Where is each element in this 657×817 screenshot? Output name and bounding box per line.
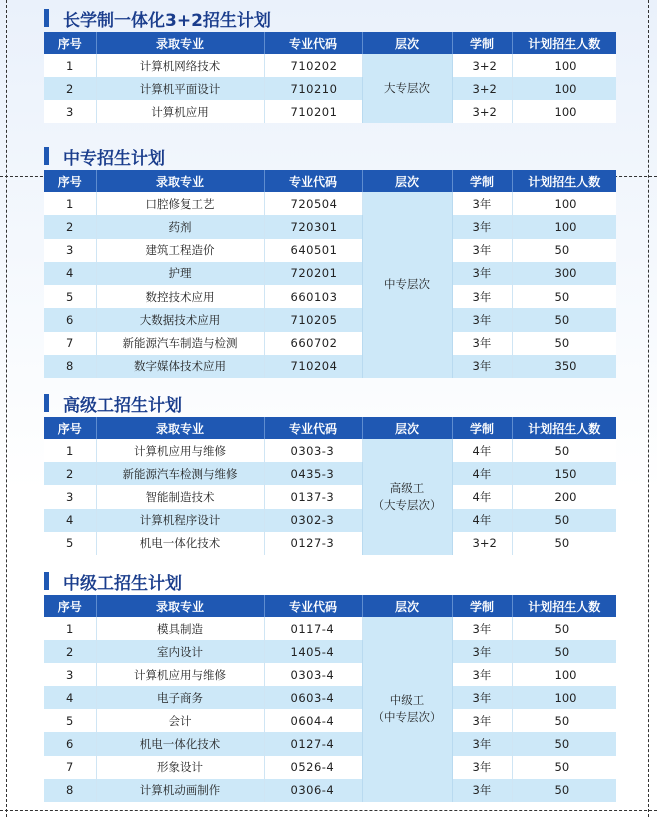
table-row bbox=[44, 100, 616, 123]
study-duration: 3+2 bbox=[452, 54, 512, 77]
column-header: 序号 bbox=[44, 595, 96, 617]
planned-enrollment: 50 bbox=[512, 239, 616, 262]
column-header: 序号 bbox=[44, 170, 96, 192]
major-name: 大数据技术应用 bbox=[96, 308, 264, 331]
major-name: 会计 bbox=[96, 709, 264, 732]
column-header: 专业代码 bbox=[264, 32, 362, 54]
table-row bbox=[44, 509, 616, 532]
row-number: 2 bbox=[44, 640, 96, 663]
column-header: 序号 bbox=[44, 417, 96, 439]
column-header: 学制 bbox=[452, 595, 512, 617]
row-number: 6 bbox=[44, 308, 96, 331]
section-title bbox=[44, 567, 616, 595]
planned-enrollment: 350 bbox=[512, 355, 616, 378]
enrollment-table bbox=[44, 32, 616, 123]
column-header: 学制 bbox=[452, 170, 512, 192]
major-code: 0127-4 bbox=[264, 732, 362, 755]
planned-enrollment: 100 bbox=[512, 215, 616, 238]
planned-enrollment: 200 bbox=[512, 485, 616, 508]
table-row bbox=[44, 485, 616, 508]
column-header: 专业代码 bbox=[264, 417, 362, 439]
table-row bbox=[44, 686, 616, 709]
section-zhongzhuan bbox=[44, 142, 616, 378]
major-name: 模具制造 bbox=[96, 617, 264, 640]
major-name: 形象设计 bbox=[96, 756, 264, 779]
study-duration: 3年 bbox=[452, 355, 512, 378]
table-row bbox=[44, 462, 616, 485]
major-name: 计算机应用与维修 bbox=[96, 663, 264, 686]
section-title bbox=[44, 389, 616, 417]
row-number: 4 bbox=[44, 686, 96, 709]
major-code: 0526-4 bbox=[264, 756, 362, 779]
title-bar-marker bbox=[44, 147, 49, 165]
major-code: 0127-3 bbox=[264, 532, 362, 555]
study-duration: 3年 bbox=[452, 239, 512, 262]
section-title-text: 长学制一体化3+2招生计划 bbox=[63, 10, 271, 31]
study-duration: 3年 bbox=[452, 663, 512, 686]
study-duration: 3年 bbox=[452, 617, 512, 640]
level-text: 中专层次 bbox=[384, 277, 430, 292]
planned-enrollment: 100 bbox=[512, 100, 616, 123]
level-text: 大专层次 bbox=[384, 80, 430, 95]
row-number: 2 bbox=[44, 77, 96, 100]
table-row bbox=[44, 239, 616, 262]
column-header: 计划招生人数 bbox=[512, 417, 616, 439]
major-code: 0137-3 bbox=[264, 485, 362, 508]
planned-enrollment: 50 bbox=[512, 332, 616, 355]
table-row bbox=[44, 192, 616, 215]
row-number: 8 bbox=[44, 779, 96, 802]
planned-enrollment: 100 bbox=[512, 54, 616, 77]
column-header: 专业代码 bbox=[264, 595, 362, 617]
row-number: 4 bbox=[44, 509, 96, 532]
major-code: 0303-4 bbox=[264, 663, 362, 686]
title-bar-marker bbox=[44, 572, 49, 590]
table-row bbox=[44, 709, 616, 732]
row-number: 3 bbox=[44, 485, 96, 508]
planned-enrollment: 50 bbox=[512, 617, 616, 640]
major-code: 0117-4 bbox=[264, 617, 362, 640]
study-duration: 4年 bbox=[452, 485, 512, 508]
column-header: 录取专业 bbox=[96, 32, 264, 54]
row-number: 6 bbox=[44, 732, 96, 755]
cut-line-left bbox=[6, 0, 7, 817]
table-header-row bbox=[44, 32, 616, 54]
section-title-text: 中级工招生计划 bbox=[63, 573, 182, 594]
major-code: 710202 bbox=[264, 54, 362, 77]
table-row bbox=[44, 77, 616, 100]
major-code: 0603-4 bbox=[264, 686, 362, 709]
level-cell bbox=[362, 617, 452, 802]
column-header: 录取专业 bbox=[96, 170, 264, 192]
row-number: 8 bbox=[44, 355, 96, 378]
study-duration: 3年 bbox=[452, 640, 512, 663]
row-number: 5 bbox=[44, 532, 96, 555]
table-row bbox=[44, 285, 616, 308]
study-duration: 3年 bbox=[452, 262, 512, 285]
column-header: 层次 bbox=[362, 32, 452, 54]
planned-enrollment: 50 bbox=[512, 709, 616, 732]
column-header: 序号 bbox=[44, 32, 96, 54]
planned-enrollment: 50 bbox=[512, 640, 616, 663]
planned-enrollment: 150 bbox=[512, 462, 616, 485]
column-header: 计划招生人数 bbox=[512, 32, 616, 54]
planned-enrollment: 100 bbox=[512, 192, 616, 215]
planned-enrollment: 50 bbox=[512, 732, 616, 755]
table-row bbox=[44, 663, 616, 686]
study-duration: 3年 bbox=[452, 756, 512, 779]
major-code: 0302-3 bbox=[264, 509, 362, 532]
row-number: 4 bbox=[44, 262, 96, 285]
title-bar-marker bbox=[44, 9, 49, 27]
level-text: 高级工 bbox=[389, 480, 425, 495]
column-header: 专业代码 bbox=[264, 170, 362, 192]
planned-enrollment: 50 bbox=[512, 779, 616, 802]
major-name: 新能源汽车检测与维修 bbox=[96, 462, 264, 485]
planned-enrollment: 50 bbox=[512, 756, 616, 779]
study-duration: 3年 bbox=[452, 308, 512, 331]
major-code: 710210 bbox=[264, 77, 362, 100]
table-row bbox=[44, 355, 616, 378]
major-code: 0303-3 bbox=[264, 439, 362, 462]
major-code: 720504 bbox=[264, 192, 362, 215]
major-code: 0435-3 bbox=[264, 462, 362, 485]
level-text: 中级工 bbox=[389, 693, 425, 708]
cut-line-bottom bbox=[0, 810, 657, 811]
level-cell bbox=[362, 439, 452, 555]
table-row bbox=[44, 732, 616, 755]
study-duration: 3年 bbox=[452, 285, 512, 308]
level-cell bbox=[362, 54, 452, 123]
major-name: 新能源汽车制造与检测 bbox=[96, 332, 264, 355]
major-name: 护理 bbox=[96, 262, 264, 285]
major-name: 室内设计 bbox=[96, 640, 264, 663]
planned-enrollment: 50 bbox=[512, 532, 616, 555]
major-name: 药剂 bbox=[96, 215, 264, 238]
table-header-row bbox=[44, 595, 616, 617]
major-name: 口腔修复工艺 bbox=[96, 192, 264, 215]
planned-enrollment: 50 bbox=[512, 308, 616, 331]
enrollment-table bbox=[44, 595, 616, 802]
row-number: 1 bbox=[44, 617, 96, 640]
planned-enrollment: 100 bbox=[512, 686, 616, 709]
column-header: 录取专业 bbox=[96, 595, 264, 617]
table-row bbox=[44, 262, 616, 285]
planned-enrollment: 50 bbox=[512, 439, 616, 462]
row-number: 1 bbox=[44, 54, 96, 77]
table-row bbox=[44, 308, 616, 331]
column-header: 计划招生人数 bbox=[512, 595, 616, 617]
column-header: 层次 bbox=[362, 417, 452, 439]
table-header-row bbox=[44, 417, 616, 439]
row-number: 2 bbox=[44, 462, 96, 485]
study-duration: 3年 bbox=[452, 709, 512, 732]
planned-enrollment: 50 bbox=[512, 509, 616, 532]
enrollment-table bbox=[44, 417, 616, 555]
major-code: 720201 bbox=[264, 262, 362, 285]
study-duration: 3年 bbox=[452, 215, 512, 238]
study-duration: 3+2 bbox=[452, 77, 512, 100]
cut-line-right bbox=[648, 0, 649, 817]
table-row bbox=[44, 215, 616, 238]
major-code: 0604-4 bbox=[264, 709, 362, 732]
row-number: 3 bbox=[44, 239, 96, 262]
planned-enrollment: 300 bbox=[512, 262, 616, 285]
major-code: 1405-4 bbox=[264, 640, 362, 663]
row-number: 5 bbox=[44, 709, 96, 732]
row-number: 5 bbox=[44, 285, 96, 308]
major-code: 720301 bbox=[264, 215, 362, 238]
level-subtext: （中专层次） bbox=[372, 710, 442, 725]
major-name: 计算机程序设计 bbox=[96, 509, 264, 532]
row-number: 2 bbox=[44, 215, 96, 238]
major-name: 计算机平面设计 bbox=[96, 77, 264, 100]
row-number: 3 bbox=[44, 100, 96, 123]
major-name: 数字媒体技术应用 bbox=[96, 355, 264, 378]
table-row bbox=[44, 532, 616, 555]
major-name: 计算机应用 bbox=[96, 100, 264, 123]
column-header: 层次 bbox=[362, 595, 452, 617]
major-code: 660103 bbox=[264, 285, 362, 308]
enrollment-table bbox=[44, 170, 616, 378]
column-header: 层次 bbox=[362, 170, 452, 192]
major-name: 计算机应用与维修 bbox=[96, 439, 264, 462]
table-row bbox=[44, 640, 616, 663]
major-code: 710204 bbox=[264, 355, 362, 378]
study-duration: 3年 bbox=[452, 779, 512, 802]
major-name: 计算机网络技术 bbox=[96, 54, 264, 77]
column-header: 录取专业 bbox=[96, 417, 264, 439]
major-name: 机电一体化技术 bbox=[96, 732, 264, 755]
column-header: 学制 bbox=[452, 32, 512, 54]
major-code: 710205 bbox=[264, 308, 362, 331]
table-row bbox=[44, 439, 616, 462]
row-number: 7 bbox=[44, 332, 96, 355]
section-title-text: 高级工招生计划 bbox=[63, 395, 182, 416]
study-duration: 4年 bbox=[452, 439, 512, 462]
major-name: 计算机动画制作 bbox=[96, 779, 264, 802]
table-header-row bbox=[44, 170, 616, 192]
study-duration: 3年 bbox=[452, 686, 512, 709]
study-duration: 4年 bbox=[452, 462, 512, 485]
major-name: 机电一体化技术 bbox=[96, 532, 264, 555]
major-code: 660702 bbox=[264, 332, 362, 355]
table-row bbox=[44, 332, 616, 355]
table-row bbox=[44, 756, 616, 779]
table-row bbox=[44, 779, 616, 802]
section-3plus2 bbox=[44, 4, 616, 123]
title-bar-marker bbox=[44, 394, 49, 412]
row-number: 7 bbox=[44, 756, 96, 779]
section-title bbox=[44, 4, 616, 32]
major-code: 0306-4 bbox=[264, 779, 362, 802]
table-row bbox=[44, 54, 616, 77]
major-code: 640501 bbox=[264, 239, 362, 262]
study-duration: 3+2 bbox=[452, 532, 512, 555]
planned-enrollment: 50 bbox=[512, 285, 616, 308]
study-duration: 3年 bbox=[452, 332, 512, 355]
section-title bbox=[44, 142, 616, 170]
section-gaojigong bbox=[44, 389, 616, 555]
table-row bbox=[44, 617, 616, 640]
column-header: 计划招生人数 bbox=[512, 170, 616, 192]
study-duration: 4年 bbox=[452, 509, 512, 532]
study-duration: 3年 bbox=[452, 732, 512, 755]
row-number: 1 bbox=[44, 439, 96, 462]
planned-enrollment: 100 bbox=[512, 663, 616, 686]
section-zhongjigong bbox=[44, 567, 616, 802]
row-number: 3 bbox=[44, 663, 96, 686]
section-title-text: 中专招生计划 bbox=[63, 148, 165, 169]
major-code: 710201 bbox=[264, 100, 362, 123]
major-name: 数控技术应用 bbox=[96, 285, 264, 308]
column-header: 学制 bbox=[452, 417, 512, 439]
study-duration: 3+2 bbox=[452, 100, 512, 123]
level-cell bbox=[362, 192, 452, 378]
major-name: 智能制造技术 bbox=[96, 485, 264, 508]
planned-enrollment: 100 bbox=[512, 77, 616, 100]
major-name: 电子商务 bbox=[96, 686, 264, 709]
study-duration: 3年 bbox=[452, 192, 512, 215]
row-number: 1 bbox=[44, 192, 96, 215]
major-name: 建筑工程造价 bbox=[96, 239, 264, 262]
level-subtext: （大专层次） bbox=[372, 497, 442, 512]
